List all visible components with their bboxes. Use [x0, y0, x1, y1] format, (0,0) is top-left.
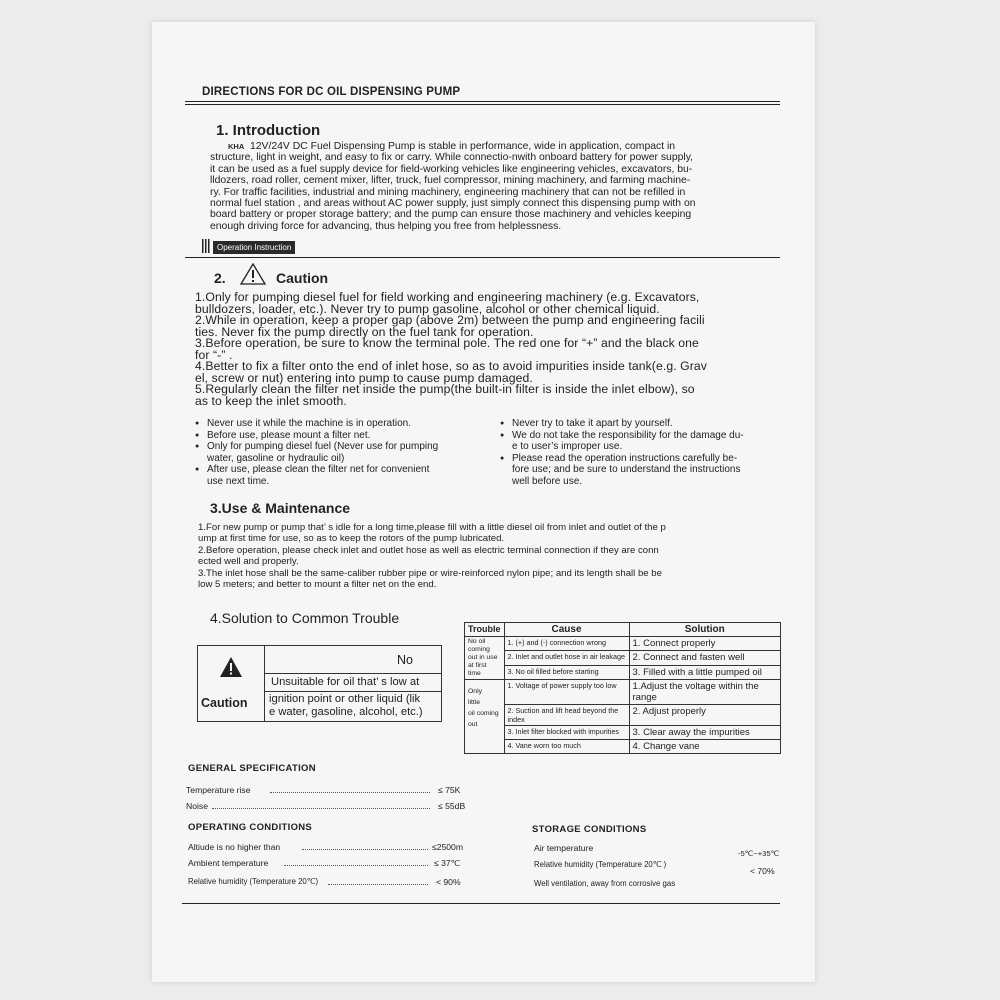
spec-label: Ambient temperature: [188, 858, 269, 868]
operation-instruction-tab: Operation Instruction: [213, 241, 295, 254]
solution-cell: 2. Connect and fasten well: [629, 651, 780, 665]
solution-cell: 3. Filled with a little pumped oil: [629, 665, 780, 679]
spec-label: Relative humidity (Temperature 20℃ ): [534, 860, 667, 869]
spec-label: Relative humidity (Temperature 20℃): [188, 877, 319, 886]
caution-box: [197, 645, 442, 722]
intro-heading: 1. Introduction: [216, 122, 321, 139]
spec-value: < 70%: [750, 866, 775, 876]
general-spec-heading: GENERAL SPECIFICATION: [188, 763, 316, 774]
bullet-item: ● Never use it while the machine is in operation.: [195, 418, 495, 430]
trouble-cell: Only little oil coming out: [465, 680, 505, 754]
caution-box-no: No: [397, 653, 413, 667]
leader-dots: [284, 865, 428, 866]
maintenance-text: 1.For new pump or pump that’ s idle for a long time,please fill with a little diesel oil from inlet and outlet of the p ump at first time for use, so as to keep the rotors of the pump lubricated. 2.Before operation, please check inlet and outlet hose as well as electric terminal connection if they are conn ected well and properly. 3.The inlet hose shall be the same-caliber rubber pipe or wire-reinforced nylon pipe; and its length shall be be low 5 meters; and better to mount a filter net on the end.: [198, 522, 666, 591]
cause-cell: 1. (+) and (-) connection wrong: [504, 637, 629, 651]
table-row: [465, 726, 781, 740]
solution-cell: 4. Change vane: [629, 740, 780, 754]
leader-dots: [212, 808, 430, 809]
cause-cell: 2. Inlet and outlet hose in air leakage: [504, 651, 629, 665]
bullet-item: ● Before use, please mount a filter net.: [195, 430, 495, 442]
storage-heading: STORAGE CONDITIONS: [532, 824, 647, 835]
table-header-row: [465, 623, 781, 637]
bottom-rule: [182, 903, 780, 904]
caution-box-line2: ignition point or other liquid (lik e water, gasoline, alcohol, etc.): [269, 693, 423, 718]
spec-label: Air temperature: [534, 843, 594, 853]
maintenance-heading: 3.Use & Maintenance: [210, 500, 351, 516]
table-row: [465, 651, 781, 665]
caution-bullets-right: [500, 418, 790, 487]
bullet-item: ● We do not take the responsibility for the damage du- e to user’s improper use.: [500, 430, 790, 453]
leader-dots: [270, 792, 430, 793]
caution-number: 2.: [214, 270, 226, 286]
spec-label: Altiude is no higher than: [188, 842, 281, 852]
cause-cell: 4. Vane worn too much: [504, 740, 629, 754]
solution-cell: 1. Connect properly: [629, 637, 780, 651]
section-rule: [185, 257, 780, 258]
table-row: [465, 665, 781, 679]
solution-cell: 1.Adjust the voltage within the range: [629, 680, 780, 705]
table-row: [465, 705, 781, 726]
title-rule: [185, 101, 780, 102]
caution-box-left: [198, 646, 265, 721]
caution-box-line1: Unsuitable for oil that’ s low at: [271, 676, 420, 688]
spec-value: ≤ 37℃: [434, 858, 461, 868]
bullet-item: ● Never try to take it apart by yourself.: [500, 418, 790, 430]
col-header-cause: Cause: [504, 623, 629, 637]
title-rule-thin: [185, 104, 780, 105]
cause-cell: 3. No oil filled before starting: [504, 665, 629, 679]
cause-cell: 2. Suction and lift head beyond the index: [504, 705, 629, 726]
solution-heading: 4.Solution to Common Trouble: [210, 610, 400, 626]
spec-value: ≤2500m: [432, 842, 463, 852]
tab-bars-icon: [202, 239, 210, 253]
brand-logo: KHA: [228, 142, 245, 151]
caution-box-label: Caution: [201, 696, 248, 710]
cause-cell: 3. Inlet filter blocked with impurities: [504, 726, 629, 740]
table-row: [465, 637, 781, 651]
solution-cell: 2. Adjust properly: [629, 705, 780, 726]
warning-triangle-icon: [219, 656, 243, 678]
spec-value: < 90%: [436, 877, 461, 887]
bullet-item: ● Please read the operation instructions carefully be- fore use; and be sure to understand the instructions well before use.: [500, 453, 790, 488]
solution-cell: 3. Clear away the impurities: [629, 726, 780, 740]
warning-triangle-icon: [240, 263, 266, 285]
caution-bullets-left: [195, 418, 495, 487]
trouble-cell: No oil coming out in use at first time: [465, 637, 505, 680]
spec-label: Noise: [186, 801, 208, 811]
trouble-table: [464, 622, 781, 754]
leader-dots: [302, 849, 428, 850]
table-row: [465, 680, 781, 705]
caution-box-no-row: [265, 646, 441, 674]
spec-value: ≤ 55dB: [438, 801, 466, 811]
spec-label: Temperature rise: [186, 785, 251, 795]
spec-value: -5℃~+35℃: [738, 849, 780, 858]
cause-cell: 1. Voltage of power supply too low: [504, 680, 629, 705]
caution-text: 1.Only for pumping diesel fuel for field working and engineering machinery (e.g. Excavators, bulldozers, loader, etc.). Never try to pump gasoline, alcohol or other chemical liquid. 2.While in operation, keep a proper gap (above 2m) between the pump and engineering facili ties. Never fix the pump directly on the fuel tank for operation. 3.Before operation, be sure to know the terminal pole. The red one for “+” and the black one for “-” . 4.Better to fix a filter onto the end of inlet hose, so as to avoid impurities inside tank(e.g. Grav el, screw or nut) entering into pump to cause pump damaged. 5.Regularly clean the filter net inside the pump(the built-in filter is inside the inlet elbow), so as to keep the inlet smooth.: [195, 290, 707, 408]
col-header-trouble: Trouble: [465, 623, 505, 637]
bullet-item: ● Only for pumping diesel fuel (Never use for pumping water, gasoline or hydraulic oil): [195, 441, 495, 464]
spec-value: ≤ 75K: [438, 785, 461, 795]
intro-text: 12V/24V DC Fuel Dispensing Pump is stable in performance, wide in application, compact in structure, light in weight, and easy to fix or carry. While connectio-nwith onboard battery for power supply, it can be used as a fuel supply device for field-working vehicles like engineering vehicles, excavators, bu- lldozers, road roller, cement mixer, lifter, truck, fuel compressor, mining machinery, and farming machine- ry. For traffic facilities, industrial and mining machinery, engineering machinery that can not be refilled in normal fuel station , and areas without AC power supply, just simply connect this dispensing pump with on board battery or proper storage battery; and the pump can ensure those machinery and vehicles keeping enough driving force for advancing, thus helping you free from helplessness.: [210, 141, 696, 232]
operating-heading: OPERATING CONDITIONS: [188, 822, 313, 833]
bullet-item: ● After use, please clean the filter net for convenient use next time.: [195, 464, 495, 487]
caution-heading: Caution: [276, 270, 329, 286]
document-title: DIRECTIONS FOR DC OIL DISPENSING PUMP: [202, 86, 461, 98]
col-header-solution: Solution: [629, 623, 780, 637]
spec-label: Well ventilation, away from corrosive gas: [534, 879, 676, 888]
leader-dots: [328, 884, 428, 885]
table-row: [465, 740, 781, 754]
caution-box-divider: [265, 691, 441, 692]
